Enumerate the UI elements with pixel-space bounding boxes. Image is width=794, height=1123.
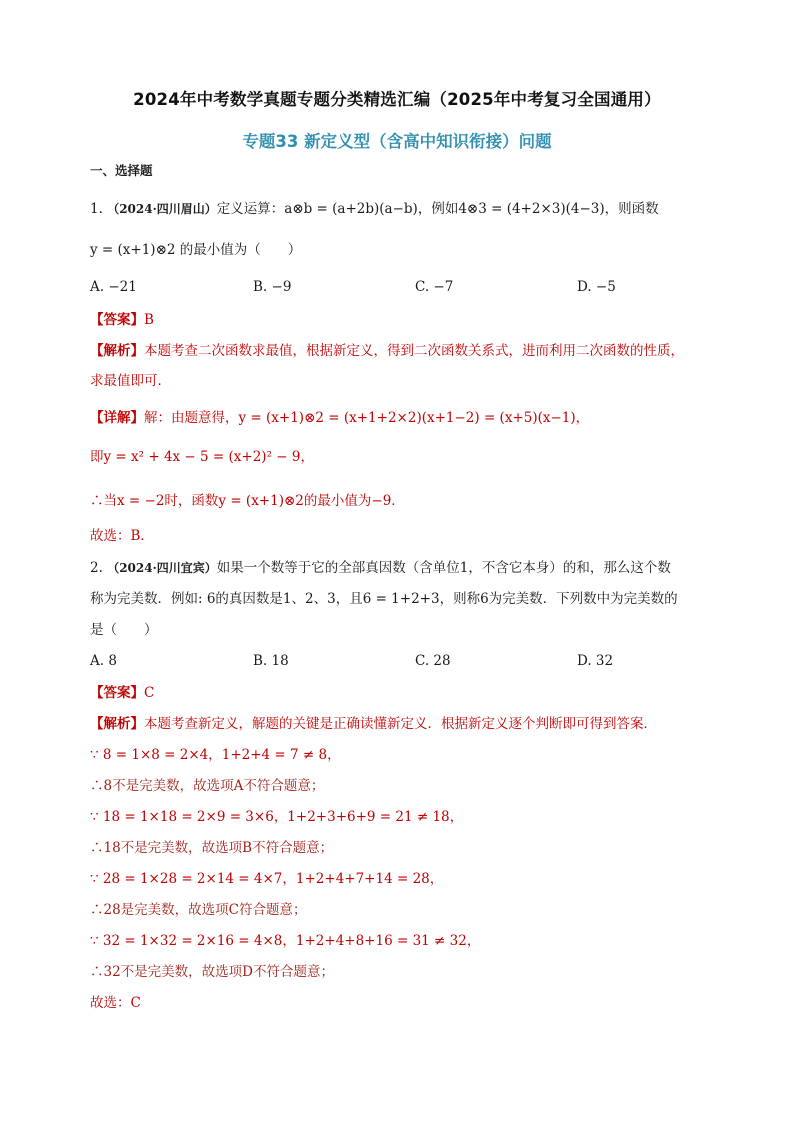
section-heading: 一、选择题 [90,163,153,178]
q1-detail-line-1 [90,408,589,428]
q1-stem-a: 定义运算：a⊗b = (a+2b)(a−b)，例如4⊗3 = (4+2×3)(4−3)，则函数 [216,201,659,217]
q1-analysis-line-1 [90,341,684,361]
q2-answer-value: C [144,685,155,701]
q2-analysis-tag: 【解析】 [90,716,144,732]
q1-detail-line-3: ∴当x = −2时，函数y = (x+1)⊗2的最小值为−9． [90,493,405,509]
q2-stem-line-3: 是（ ） [90,622,158,638]
q2-step-8: ∴32不是完美数，故选项D不符合题意； [90,964,335,980]
q2-analysis [90,714,657,734]
q1-detail-tag: 【详解】 [90,410,144,426]
q2-step-6: ∴28是完美数，故选项C符合题意； [90,902,307,918]
q2-step-2: ∴8不是完美数，故选项A不符合题意； [90,778,325,794]
q2-analysis-text: 本题考查新定义，解题的关键是正确读懂新定义．根据新定义逐个判断即可得到答案． [144,716,657,732]
q1-analysis-a: 本题考查二次函数求最值，根据新定义，得到二次函数关系式，进而利用二次函数的性质， [144,343,684,359]
q2-step-3: ∵ 18 = 1×18 = 2×9 = 3×6，1+2+3+6+9 = 21 ≠ 18， [90,809,464,825]
q1-option-d: D. −5 [577,279,616,295]
q2-source: （2024·四川宜宾） [107,561,217,575]
page-title: 2024年中考数学真题专题分类精选汇编（2025年中考复习全国通用） [133,90,661,109]
q2-option-a: A. 8 [90,653,117,669]
q1-answer-tag: 【答案】 [90,312,144,328]
q2-step-5: ∵ 28 = 1×28 = 2×14 = 4×7，1+2+4+7+14 = 28， [90,871,444,887]
q2-number: 2. [90,560,103,576]
q2-option-c: C. 28 [415,653,451,669]
q2-option-d: D. 32 [577,653,614,669]
q2-stem-line-1 [90,558,671,578]
q1-stem-line-2: y = (x+1)⊗2 的最小值为（ ） [90,242,302,258]
q2-answer-tag: 【答案】 [90,685,144,701]
q1-answer [90,310,154,330]
q1-analysis-tag: 【解析】 [90,343,144,359]
q1-analysis-line-2: 求最值即可． [90,373,171,389]
q1-source: （2024·四川眉山） [107,202,217,216]
q2-conclusion: 故选：C [90,995,141,1011]
q1-option-c: C. −7 [415,279,454,295]
q2-answer [90,683,154,703]
q1-conclusion: 故选：B． [90,528,154,544]
topic-subtitle: 专题33 新定义型（含高中知识衔接）问题 [242,132,552,151]
q1-number: 1. [90,201,103,217]
q1-detail-line-2: 即y = x² + 4x − 5 = (x+2)² − 9， [90,449,314,465]
q2-option-b: B. 18 [253,653,289,669]
q1-stem-line-1 [90,199,659,219]
q1-option-b: B. −9 [253,279,292,295]
q1-option-a: A. −21 [90,279,137,295]
q2-stem-line-2: 称为完美数．例如: 6的真因数是1、2、3，且6 = 1+2+3，则称6为完美数．下列数中为完美数的 [90,591,678,607]
q2-stem-a: 如果一个数等于它的全部真因数（含单位1，不含它本身）的和，那么这个数 [216,560,671,576]
q1-answer-value: B [144,312,154,328]
q2-step-7: ∵ 32 = 1×32 = 2×16 = 4×8，1+2+4+8+16 = 31 ≠ 32， [90,933,481,949]
q1-detail-1: 解：由题意得，y = (x+1)⊗2 = (x+1+2×2)(x+1−2) = (x+5)(x−1)， [144,410,590,426]
q2-step-1: ∵ 8 = 1×8 = 2×4，1+2+4 = 7 ≠ 8， [90,747,341,763]
q2-step-4: ∴18不是完美数，故选项B不符合题意； [90,840,334,856]
